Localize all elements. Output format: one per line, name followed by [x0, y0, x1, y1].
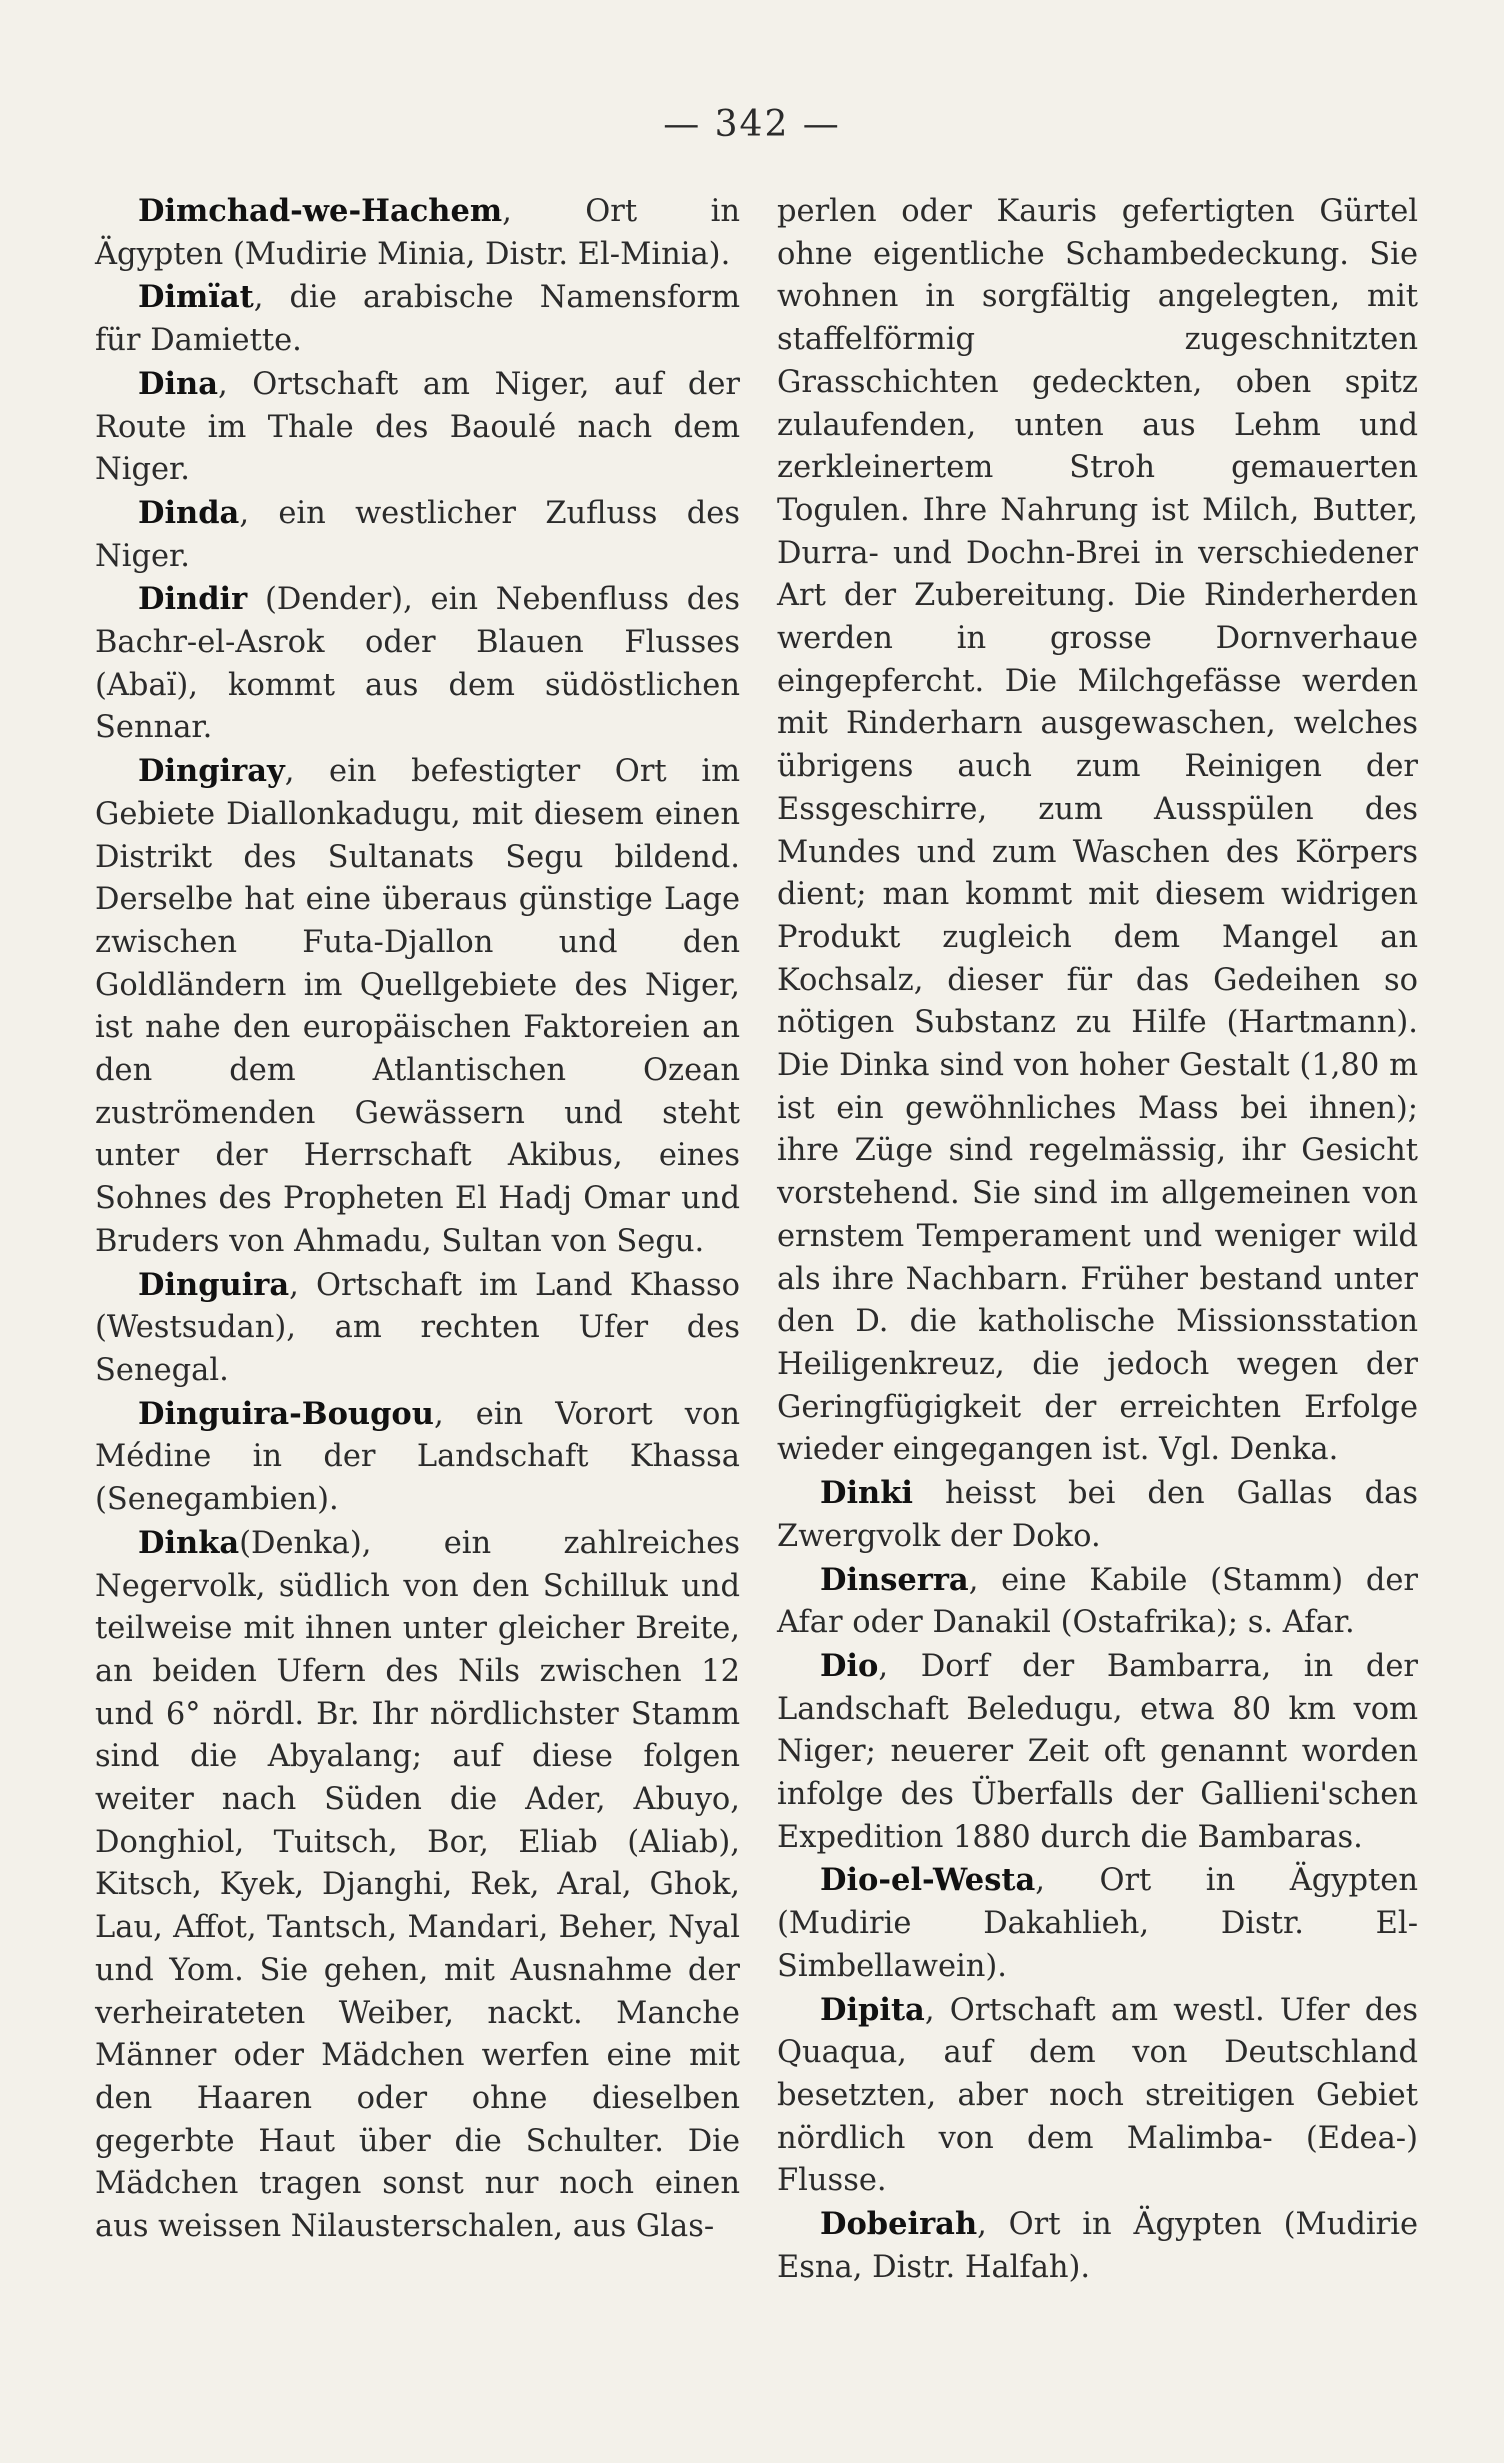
entry-continuation: [777, 190, 1418, 1472]
headword: Dinguira-Bougou: [138, 1395, 434, 1432]
entry: [95, 276, 740, 362]
entry-text: , Ortschaft am westl. Ufer des Quaqua, auf dem von Deutschland besetzten, aber noch streitigen Gebiet nördlich von dem Malimba- (Edea-) Flusse.: [777, 1992, 1418, 2199]
entry-text: , Ort in Ägypten (Mudirie Minia, Distr. El-Minia).: [95, 194, 740, 272]
entry: [777, 2203, 1418, 2289]
entry: [777, 1645, 1418, 1860]
headword: Dio-el-Westa: [820, 1862, 1036, 1899]
page-number: — 342 —: [663, 104, 841, 145]
headword: Dimïat: [138, 279, 254, 316]
entry-text: , eine Kabile (Stamm) der Afar oder Danakil (Ostafrika); s. Afar.: [777, 1562, 1418, 1641]
entry-text: , Ort in Ägypten (Mudirie Esna, Distr. Halfah).: [777, 2207, 1418, 2285]
entry: [777, 1559, 1418, 1645]
entry: [95, 190, 740, 276]
entry-text: , ein Vorort von Médine in der Landschaft Khassa (Senegambien).: [95, 1396, 740, 1518]
headword: Dinserra: [820, 1561, 969, 1598]
left-column: [95, 190, 740, 2249]
headword: Dinka: [138, 1524, 240, 1561]
entry-text: , ein westlicher Zufluss des Niger.: [95, 495, 740, 574]
headword: Dingiray: [138, 753, 285, 790]
entry-text: , die arabische Namensform für Damiette.: [95, 280, 740, 359]
headword: Dinki: [820, 1475, 913, 1512]
entry: [95, 750, 740, 1263]
entry-text: (Denka), ein zahlreiches Negervolk, südlich von den Schilluk und teilweise mit ihnen unter gleicher Breite, an beiden Ufern des Nils zwischen 12 und 6° nördl. Br. Ihr nördlichster Stamm sind die Abyalang; auf diese folgen weiter nach Süden die Ader, Abuyo, Donghiol, Tuitsch, Bor, Eliab (Aliab), Kitsch, Kyek, Djanghi, Rek, Aral, Ghok, Lau, Affot, Tantsch, Mandari, Beher, Nyal und Yom. Sie gehen, mit Ausnahme der verheirateten Weiber, nackt. Manche Männer oder Mädchen werfen eine mit den Haaren oder ohne dieselben gegerbte Haut über die Schulter. Die Mädchen tragen sonst nur noch einen aus weissen Nilausterschalen, aus Glas-: [95, 1525, 740, 2245]
headword: Dio: [820, 1647, 879, 1684]
entry-text: , Dorf der Bambarra, in der Landschaft Beledugu, etwa 80 km vom Niger; neuerer Zeit oft genannt worden infolge des Überfalls der Gallieni'schen Expedition 1880 durch die Bambaras.: [777, 1648, 1418, 1855]
entry: [777, 1859, 1418, 1988]
headword: Dobeirah: [820, 2206, 978, 2243]
entry: [95, 1522, 740, 2249]
entry-text: , Ortschaft im Land Khasso (Westsudan), am rechten Ufer des Senegal.: [95, 1267, 740, 1388]
entry-text: (Dender), ein Nebenfluss des Bachr-el-Asrok oder Blauen Flusses (Abaï), kommt aus dem südöstlichen Sennar.: [95, 582, 740, 746]
entry: [777, 1989, 1418, 2204]
entry: [95, 363, 740, 492]
entry-text: , Ortschaft am Niger, auf der Route im Thale des Baoulé nach dem Niger.: [95, 366, 740, 488]
entry: [95, 1264, 740, 1393]
headword: Dinguira: [138, 1266, 290, 1303]
entry-text: , Ort in Ägypten (Mudirie Dakahlieh, Distr. El-Simbellawein).: [777, 1863, 1418, 1984]
right-column: [777, 190, 1418, 2289]
headword: Dipita: [820, 1991, 925, 2028]
headword: Dindir: [138, 581, 248, 618]
entry-text: heisst bei den Gallas das Zwergvolk der Doko.: [777, 1476, 1418, 1554]
entry: [777, 1472, 1418, 1558]
headword: Dina: [138, 365, 218, 402]
entry: [95, 578, 740, 750]
entry-text: perlen oder Kauris gefertigten Gürtel ohne eigentliche Schambedeckung. Sie wohnen in sorgfältig angelegten, mit staffelförmig zugeschnitzten Grasschichten gedeckten, oben spitz zulaufenden, unten aus Lehm und zerkleinertem Stroh gemauerten Togulen. Ihre Nahrung ist Milch, Butter, Durra- und Dochn-Brei in verschiedener Art der Zubereitung. Die Rinderherden werden in grosse Dornverhaue eingepfercht. Die Milchgefässe werden mit Rinderharn ausgewaschen, welches übrigens auch zum Reinigen der Essgeschirre, zum Ausspülen des Mundes und zum Waschen des Körpers dient; man kommt mit diesem widrigen Produkt zugleich dem Mangel an Kochsalz, dieser für das Gedeihen so nötigen Substanz zu Hilfe (Hartmann). Die Dinka sind von hoher Gestalt (1,80 m ist ein gewöhnliches Mass bei ihnen); ihre Züge sind regelmässig, ihr Gesicht vorstehend. Sie sind im allgemeinen von ernstem Temperament und weniger wild als ihre Nachbarn. Früher bestand unter den D. die katholische Missionsstation Heiligenkreuz, die jedoch wegen der Geringfügigkeit der erreichten Erfolge wieder eingegangen ist. Vgl. Denka.: [777, 194, 1418, 1468]
headword: Dinda: [138, 494, 240, 531]
headword: Dimchad-we-Hachem: [138, 193, 503, 229]
entry: [95, 492, 740, 578]
entry: [95, 1393, 740, 1522]
entry-text: , ein befestigter Ort im Gebiete Diallonkadugu, mit diesem einen Distrikt des Sultanats Segu bildend. Derselbe hat eine überaus günstige Lage zwischen Futa-Djallon und den Goldländern im Quellgebiete des Niger, ist nahe den europäischen Faktoreien an den dem Atlantischen Ozean zuströmenden Gewässern und steht unter der Herrschaft Akibus, eines Sohnes des Propheten El Hadj Omar und Bruders von Ahmadu, Sultan von Segu.: [95, 754, 740, 1259]
